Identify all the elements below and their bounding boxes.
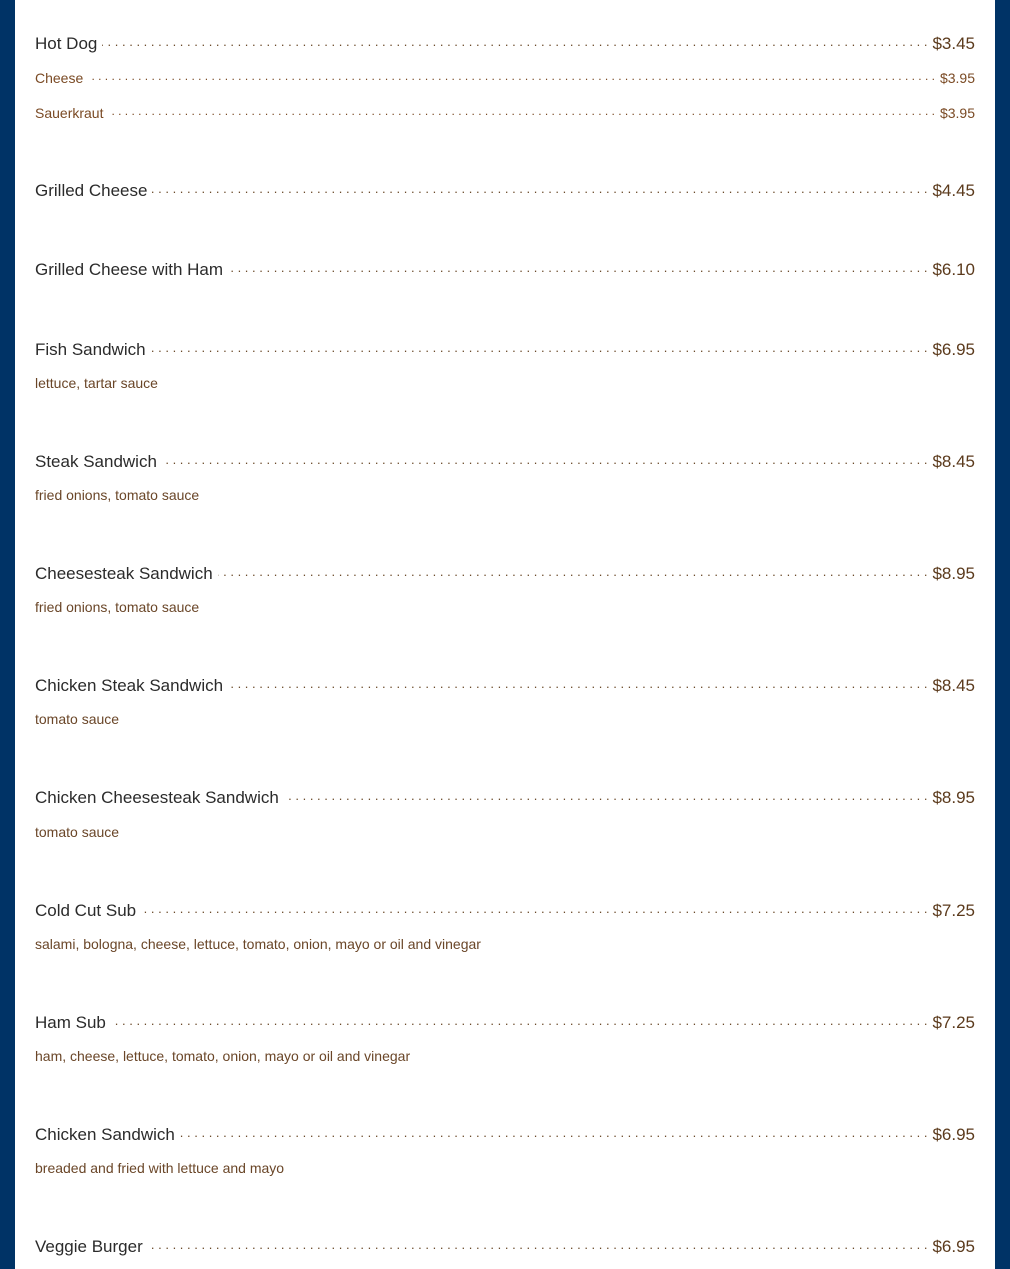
menu-item-cheesesteak-sandwich xyxy=(35,562,975,584)
item-name: Ham Sub xyxy=(35,1013,106,1032)
menu-item-grilled-cheese xyxy=(35,179,975,201)
dot-leader xyxy=(102,32,927,49)
item-name: Veggie Burger xyxy=(35,1237,143,1256)
item-description: salami, bologna, cheese, lettuce, tomato, onion, mayo or oil and vinegar xyxy=(35,936,481,952)
menu-item-fish-sandwich xyxy=(35,338,975,360)
item-name: Steak Sandwich xyxy=(35,452,157,471)
item-price: $3.45 xyxy=(932,34,975,53)
dot-leader xyxy=(152,179,927,196)
menu-item-veggie-burger xyxy=(35,1235,975,1257)
dot-leader xyxy=(228,258,927,275)
item-description: breaded and fried with lettuce and mayo xyxy=(35,1160,285,1176)
item-name: Chicken Cheesesteak Sandwich xyxy=(35,788,279,807)
item-description: lettuce, tartar sauce xyxy=(35,375,158,391)
dot-leader xyxy=(284,786,928,803)
item-price: $6.95 xyxy=(932,340,975,359)
item-price: $8.45 xyxy=(932,676,975,695)
item-price: $6.95 xyxy=(932,1125,975,1144)
menu-item-hot-dog xyxy=(35,32,975,54)
item-name: Grilled Cheese xyxy=(35,181,148,200)
item-name: Grilled Cheese with Ham xyxy=(35,260,224,279)
addon-price: $3.95 xyxy=(939,105,975,121)
dot-leader xyxy=(141,899,927,916)
item-price: $8.45 xyxy=(932,452,975,471)
dot-leader xyxy=(151,338,928,355)
menu-panel xyxy=(15,0,995,1269)
dot-leader xyxy=(108,104,934,118)
dot-leader xyxy=(228,674,927,691)
item-name: Chicken Steak Sandwich xyxy=(35,676,224,695)
item-price: $7.25 xyxy=(932,901,975,920)
dot-leader xyxy=(180,1123,928,1140)
item-price: $8.95 xyxy=(932,788,975,807)
item-price: $8.95 xyxy=(932,564,975,583)
item-name: Fish Sandwich xyxy=(35,340,146,359)
menu-item-cold-cut-sub xyxy=(35,899,975,921)
menu-item-chicken-sandwich xyxy=(35,1123,975,1145)
dot-leader xyxy=(162,450,928,467)
item-description: tomato sauce xyxy=(35,711,120,727)
dot-leader xyxy=(218,562,928,579)
item-description: ham, cheese, lettuce, tomato, onion, mayo or oil and vinegar xyxy=(35,1048,411,1064)
menu-item-grilled-cheese-ham xyxy=(35,258,975,280)
item-name: Hot Dog xyxy=(35,34,98,53)
item-price: $6.10 xyxy=(932,260,975,279)
item-description: fried onions, tomato sauce xyxy=(35,487,200,503)
item-name: Chicken Sandwich xyxy=(35,1125,175,1144)
menu-item-chicken-cheesesteak-sandwich xyxy=(35,786,975,808)
item-name: Cheesesteak Sandwich xyxy=(35,564,213,583)
dot-leader xyxy=(148,1235,928,1252)
menu-item-ham-sub xyxy=(35,1011,975,1033)
dot-leader xyxy=(111,1011,928,1028)
item-name: Cold Cut Sub xyxy=(35,901,137,920)
item-price: $7.25 xyxy=(932,1013,975,1032)
menu-item-chicken-steak-sandwich xyxy=(35,674,975,696)
addon-sauerkraut xyxy=(35,104,975,121)
menu-item-steak-sandwich xyxy=(35,450,975,472)
addon-name: Sauerkraut xyxy=(35,105,104,121)
addon-price: $3.95 xyxy=(939,70,975,86)
item-price: $6.95 xyxy=(932,1237,975,1256)
dot-leader xyxy=(88,69,935,83)
item-description: fried onions, tomato sauce xyxy=(35,599,200,615)
item-price: $4.45 xyxy=(932,181,975,200)
addon-cheese xyxy=(35,69,975,86)
item-description: tomato sauce xyxy=(35,824,120,840)
addon-name: Cheese xyxy=(35,70,84,86)
